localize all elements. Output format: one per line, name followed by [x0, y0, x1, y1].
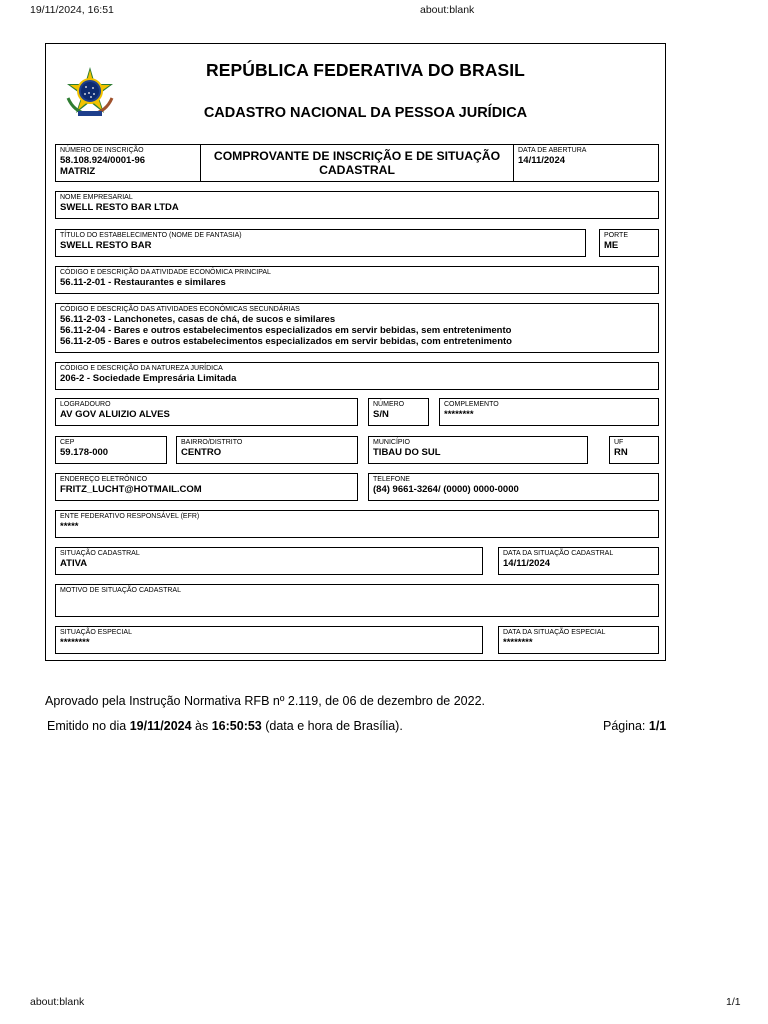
- cep-label: CEP: [60, 439, 75, 446]
- data-situacao-field: [498, 547, 659, 575]
- titulo-label: TÍTULO DO ESTABELECIMENTO (NOME DE FANTASIA): [60, 232, 242, 239]
- abertura-value: 14/11/2024: [518, 155, 566, 166]
- cnpj-document: [45, 43, 666, 661]
- porte-label: PORTE: [604, 232, 628, 239]
- bairro-field: [176, 436, 358, 464]
- natureza-juridica-label: CÓDIGO E DESCRIÇÃO DA NATUREZA JURÍDICA: [60, 365, 223, 372]
- page-number: [603, 719, 666, 733]
- print-header-datetime: 19/11/2024, 16:51: [30, 4, 114, 16]
- efr-value: *****: [60, 521, 79, 532]
- atividade-secundaria-item: 56.11-2-04 - Bares e outros estabelecimentos especializados em servir bebidas, sem entretenimento: [60, 325, 512, 336]
- titulo-field: [55, 229, 586, 257]
- email-value: FRITZ_LUCHT@HOTMAIL.COM: [60, 484, 202, 495]
- cep-field: [55, 436, 167, 464]
- natureza-juridica-value: 206-2 - Sociedade Empresária Limitada: [60, 373, 237, 384]
- nome-empresarial-value: SWELL RESTO BAR LTDA: [60, 202, 179, 213]
- situacao-especial-label: SITUAÇÃO ESPECIAL: [60, 629, 132, 636]
- atividade-secundaria-item: 56.11-2-03 - Lanchonetes, casas de chá, de sucos e similares: [60, 314, 336, 325]
- municipio-value: TIBAU DO SUL: [373, 447, 441, 458]
- nome-empresarial-field: [55, 191, 659, 219]
- situacao-especial-field: [55, 626, 483, 654]
- email-field: [55, 473, 358, 501]
- emission-mid: às: [191, 719, 212, 733]
- atividade-principal-field: [55, 266, 659, 294]
- natureza-juridica-field: [55, 362, 659, 390]
- inscricao-field: [55, 144, 201, 182]
- print-footer-url: about:blank: [30, 996, 85, 1008]
- page-number-label: Página:: [603, 719, 649, 733]
- emission-prefix: Emitido no dia: [47, 719, 130, 733]
- uf-field: [609, 436, 659, 464]
- numero-field: [368, 398, 429, 426]
- atividade-principal-label: CÓDIGO E DESCRIÇÃO DA ATIVIDADE ECONÔMICA PRINCIPAL: [60, 269, 271, 276]
- inscricao-tipo: MATRIZ: [60, 166, 96, 177]
- logradouro-label: LOGRADOURO: [60, 401, 111, 408]
- cep-value: 59.178-000: [60, 447, 109, 458]
- bairro-value: CENTRO: [181, 447, 222, 458]
- emission-time: 16:50:53: [211, 719, 262, 733]
- nome-empresarial-label: NOME EMPRESARIAL: [60, 194, 133, 201]
- efr-label: ENTE FEDERATIVO RESPONSÁVEL (EFR): [60, 513, 200, 520]
- atividade-secundaria-item: 56.11-2-05 - Bares e outros estabelecimentos especializados em servir bebidas, com entretenimento: [60, 336, 512, 347]
- print-footer-page: 1/1: [726, 996, 741, 1008]
- logradouro-field: [55, 398, 358, 426]
- approval-note: Aprovado pela Instrução Normativa RFB nº 2.119, de 06 de dezembro de 2022.: [45, 694, 486, 708]
- uf-value: RN: [614, 447, 628, 458]
- titulo-value: SWELL RESTO BAR: [60, 240, 152, 251]
- municipio-label: MUNICÍPIO: [373, 439, 410, 446]
- situacao-especial-value: ********: [60, 637, 90, 648]
- abertura-field: [513, 144, 659, 182]
- telefone-value: (84) 9661-3264/ (0000) 0000-0000: [373, 484, 519, 495]
- bairro-label: BAIRRO/DISTRITO: [181, 439, 243, 446]
- document-subheading: CADASTRO NACIONAL DA PESSOA JURÍDICA: [203, 105, 528, 121]
- porte-field: [599, 229, 659, 257]
- atividades-secundarias-field: [55, 303, 659, 353]
- data-situacao-especial-label: DATA DA SITUAÇÃO ESPECIAL: [503, 629, 606, 636]
- motivo-label: MOTIVO DE SITUAÇÃO CADASTRAL: [60, 587, 181, 594]
- telefone-field: [368, 473, 659, 501]
- telefone-label: TELEFONE: [373, 476, 410, 483]
- document-heading: REPÚBLICA FEDERATIVA DO BRASIL: [206, 60, 525, 80]
- situacao-cadastral-label: SITUAÇÃO CADASTRAL: [60, 550, 140, 557]
- emission-date: 19/11/2024: [129, 719, 192, 733]
- data-situacao-especial-value: ********: [503, 637, 533, 648]
- situacao-cadastral-field: [55, 547, 483, 575]
- numero-label: NÚMERO: [373, 401, 405, 408]
- numero-value: S/N: [373, 409, 389, 420]
- complemento-field: [439, 398, 659, 426]
- efr-field: [55, 510, 659, 538]
- complemento-label: COMPLEMENTO: [444, 401, 499, 408]
- situacao-cadastral-value: ATIVA: [60, 558, 88, 569]
- abertura-label: DATA DE ABERTURA: [518, 147, 587, 154]
- logradouro-value: AV GOV ALUIZIO ALVES: [60, 409, 170, 420]
- complemento-value: ********: [444, 409, 474, 420]
- inscricao-label: NÚMERO DE INSCRIÇÃO: [60, 147, 144, 154]
- uf-label: UF: [614, 439, 624, 446]
- motivo-field: [55, 584, 659, 617]
- data-situacao-especial-field: [498, 626, 659, 654]
- page-number-value: 1/1: [648, 719, 667, 733]
- data-situacao-value: 14/11/2024: [503, 558, 551, 569]
- emission-suffix: (data e hora de Brasília).: [261, 719, 403, 733]
- data-situacao-label: DATA DA SITUAÇÃO CADASTRAL: [503, 550, 614, 557]
- municipio-field: [368, 436, 588, 464]
- email-label: ENDEREÇO ELETRÔNICO: [60, 476, 148, 483]
- print-header-title: about:blank: [420, 4, 475, 16]
- atividades-secundarias-label: CÓDIGO E DESCRIÇÃO DAS ATIVIDADES ECONÔMICAS SECUNDÁRIAS: [60, 306, 300, 313]
- emission-note: [47, 719, 403, 733]
- atividade-principal-value: 56.11-2-01 - Restaurantes e similares: [60, 277, 226, 288]
- comprovante-title: COMPROVANTE DE INSCRIÇÃO E DE SITUAÇÃO CADASTRAL: [200, 144, 514, 182]
- inscricao-value: 58.108.924/0001-96: [60, 155, 146, 166]
- porte-value: ME: [604, 240, 619, 251]
